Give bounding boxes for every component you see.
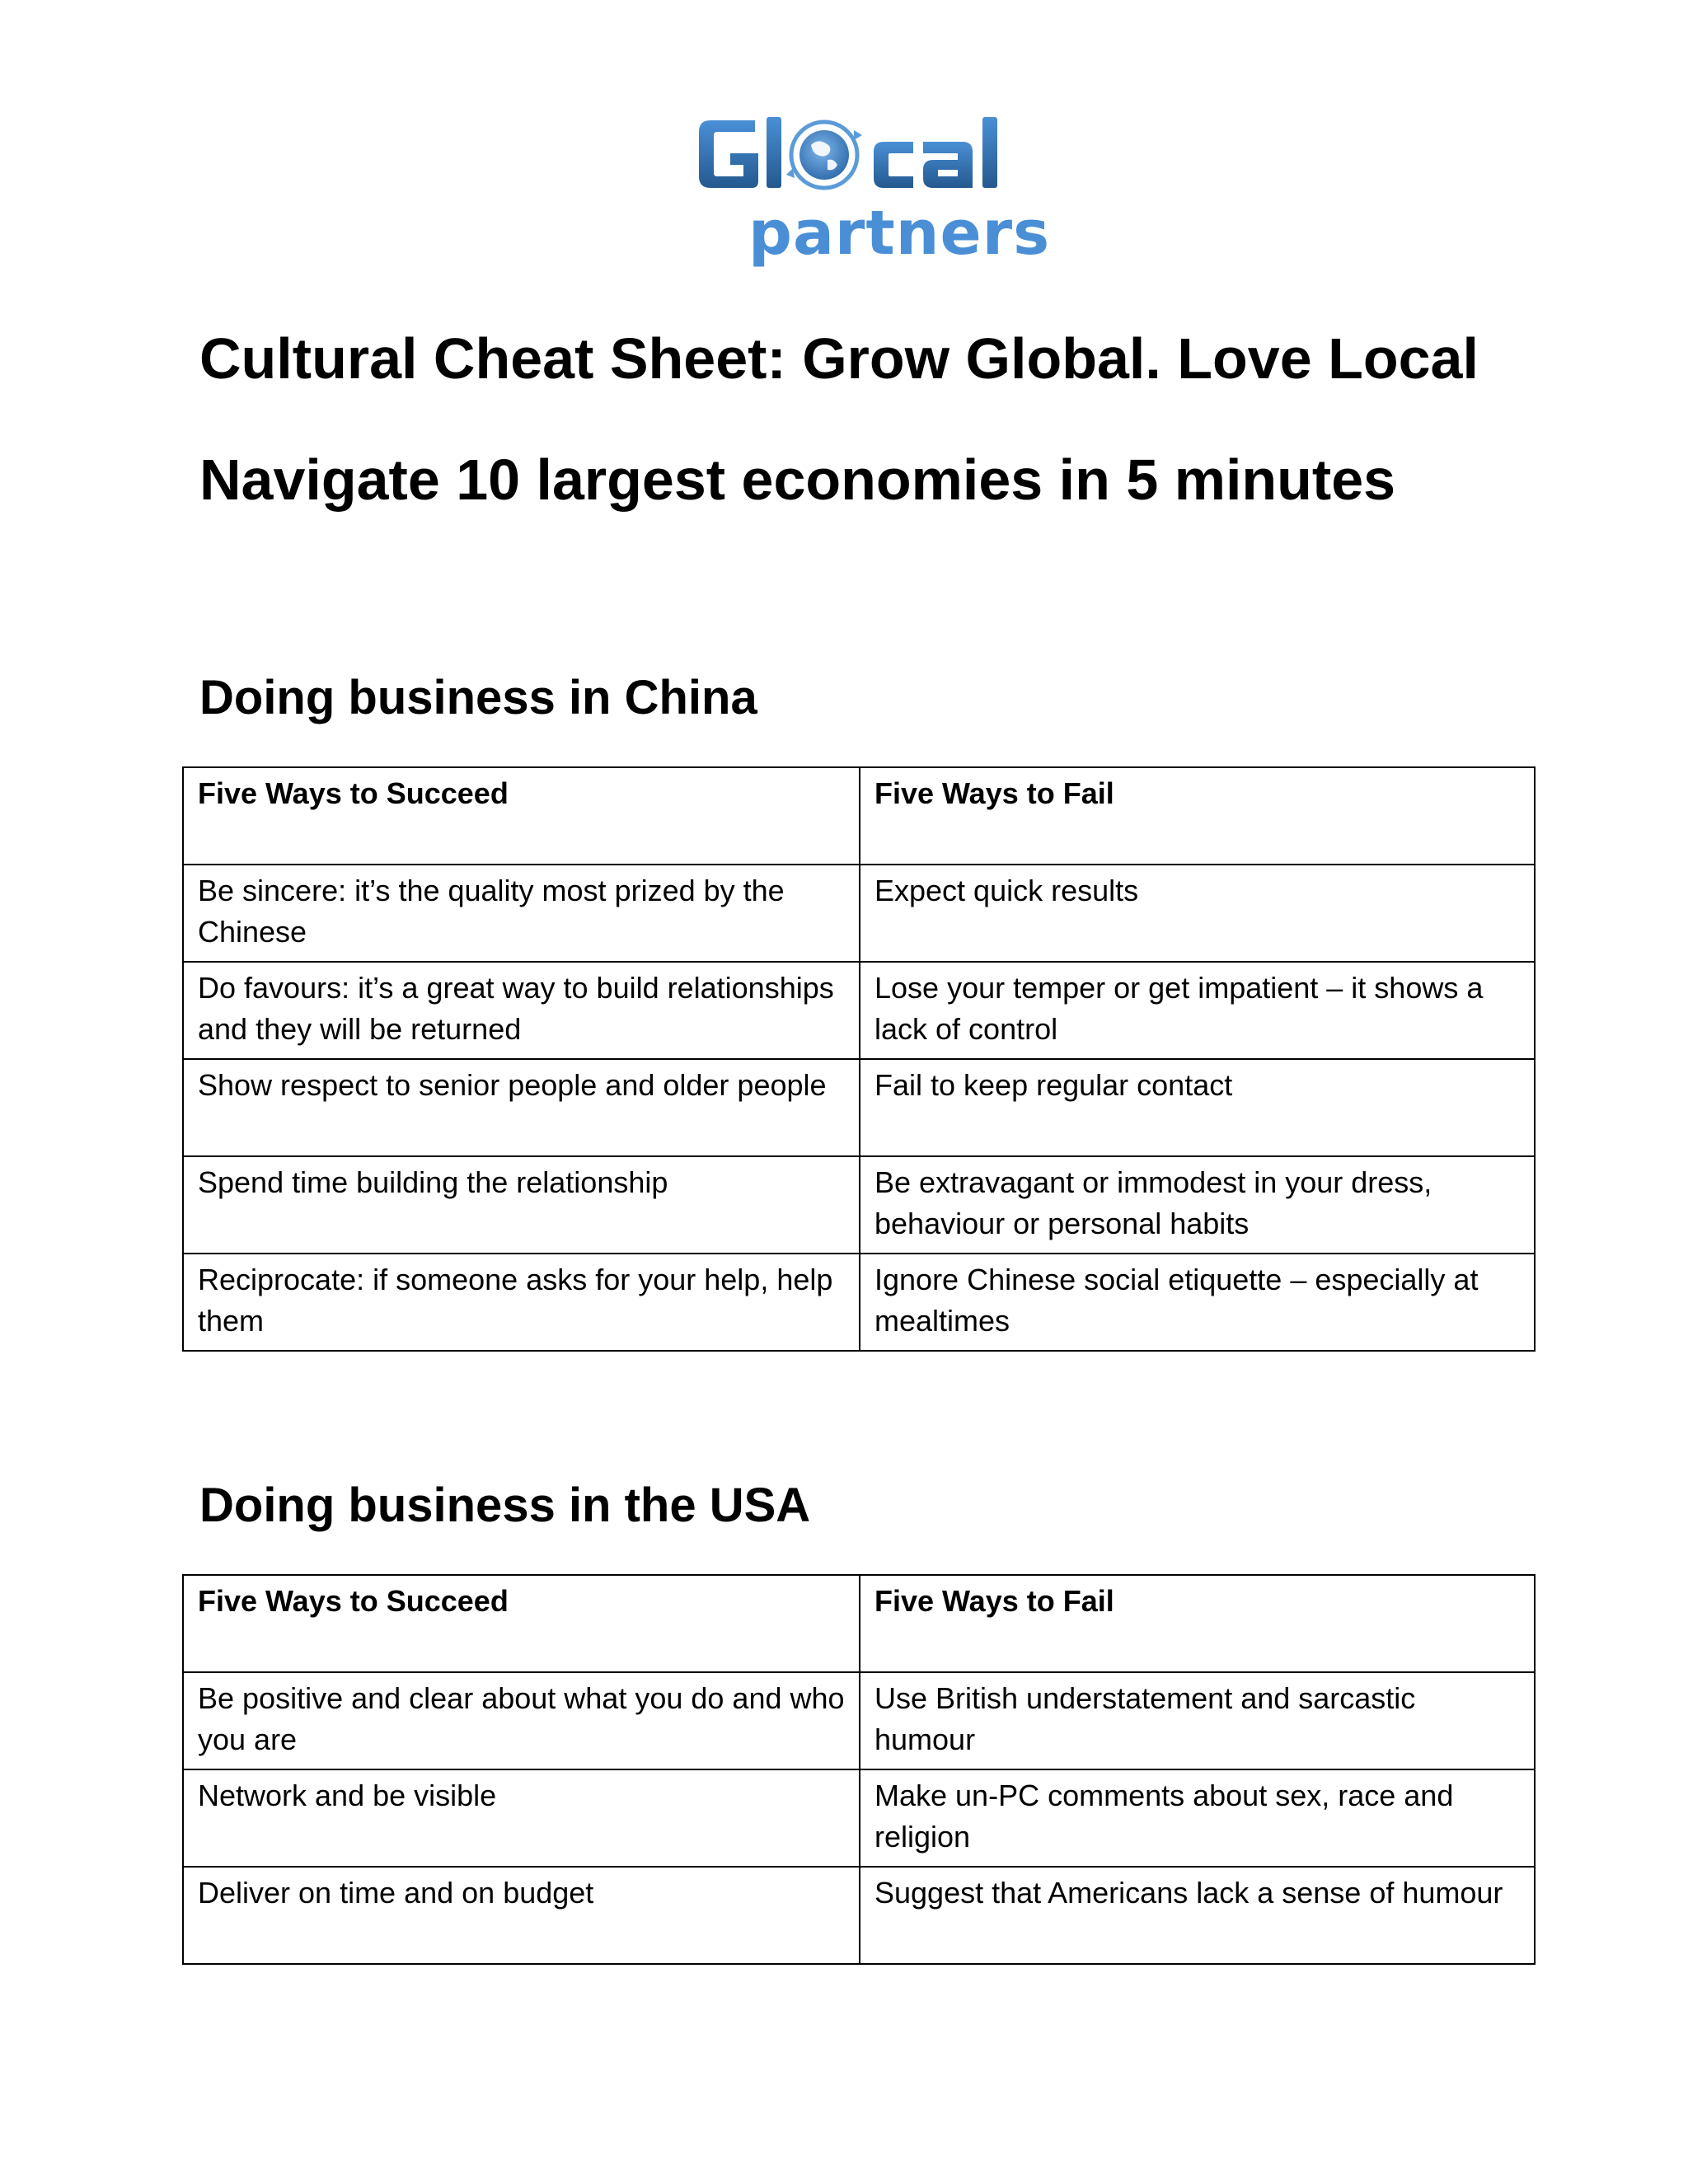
fail-cell: Use British understatement and sarcastic humour — [860, 1672, 1535, 1769]
succeed-cell: Deliver on time and on budget — [183, 1867, 860, 1964]
usa-table — [182, 1574, 1536, 1965]
succeed-cell: Do favours: it’s a great way to build relationships and they will be returned — [183, 962, 860, 1059]
fail-cell: Expect quick results — [860, 865, 1535, 962]
fail-cell: Fail to keep regular contact — [860, 1059, 1535, 1156]
table-row — [183, 865, 1535, 962]
fail-cell: Be extravagant or immodest in your dress, behaviour or personal habits — [860, 1156, 1535, 1254]
table-row — [183, 962, 1535, 1059]
succeed-cell: Network and be visible — [183, 1769, 860, 1867]
succeed-cell: Show respect to senior people and older people — [183, 1059, 860, 1156]
succeed-cell: Spend time building the relationship — [183, 1156, 860, 1254]
section-title-china: Doing business in China — [199, 671, 757, 724]
china-table — [182, 766, 1536, 1352]
page-subtitle: Navigate 10 largest economies in 5 minutes — [199, 448, 1396, 512]
page-title: Cultural Cheat Sheet: Grow Global. Love Local — [199, 326, 1479, 391]
succeed-cell: Reciprocate: if someone asks for your help, help them — [183, 1254, 860, 1351]
succeed-cell: Be sincere: it’s the quality most prized by the Chinese — [183, 865, 860, 962]
glocal-partners-logo — [692, 105, 1080, 270]
table-header-row — [183, 1575, 1535, 1672]
table-row — [183, 1254, 1535, 1351]
section-title-usa: Doing business in the USA — [199, 1479, 811, 1532]
logo-graphic — [692, 105, 1080, 270]
header-succeed: Five Ways to Succeed — [183, 767, 860, 865]
table-header-row — [183, 767, 1535, 865]
table-row — [183, 1156, 1535, 1254]
fail-cell: Lose your temper or get impatient – it shows a lack of control — [860, 962, 1535, 1059]
header-succeed: Five Ways to Succeed — [183, 1575, 860, 1672]
fail-cell: Suggest that Americans lack a sense of humour — [860, 1867, 1535, 1964]
header-fail: Five Ways to Fail — [860, 767, 1535, 865]
succeed-cell: Be positive and clear about what you do and who you are — [183, 1672, 860, 1769]
fail-cell: Make un-PC comments about sex, race and religion — [860, 1769, 1535, 1867]
table-row — [183, 1867, 1535, 1964]
header-fail: Five Ways to Fail — [860, 1575, 1535, 1672]
fail-cell: Ignore Chinese social etiquette – especially at mealtimes — [860, 1254, 1535, 1351]
table-row — [183, 1672, 1535, 1769]
table-row — [183, 1059, 1535, 1156]
table-row — [183, 1769, 1535, 1867]
logo-partners-text: partners — [748, 198, 1051, 269]
